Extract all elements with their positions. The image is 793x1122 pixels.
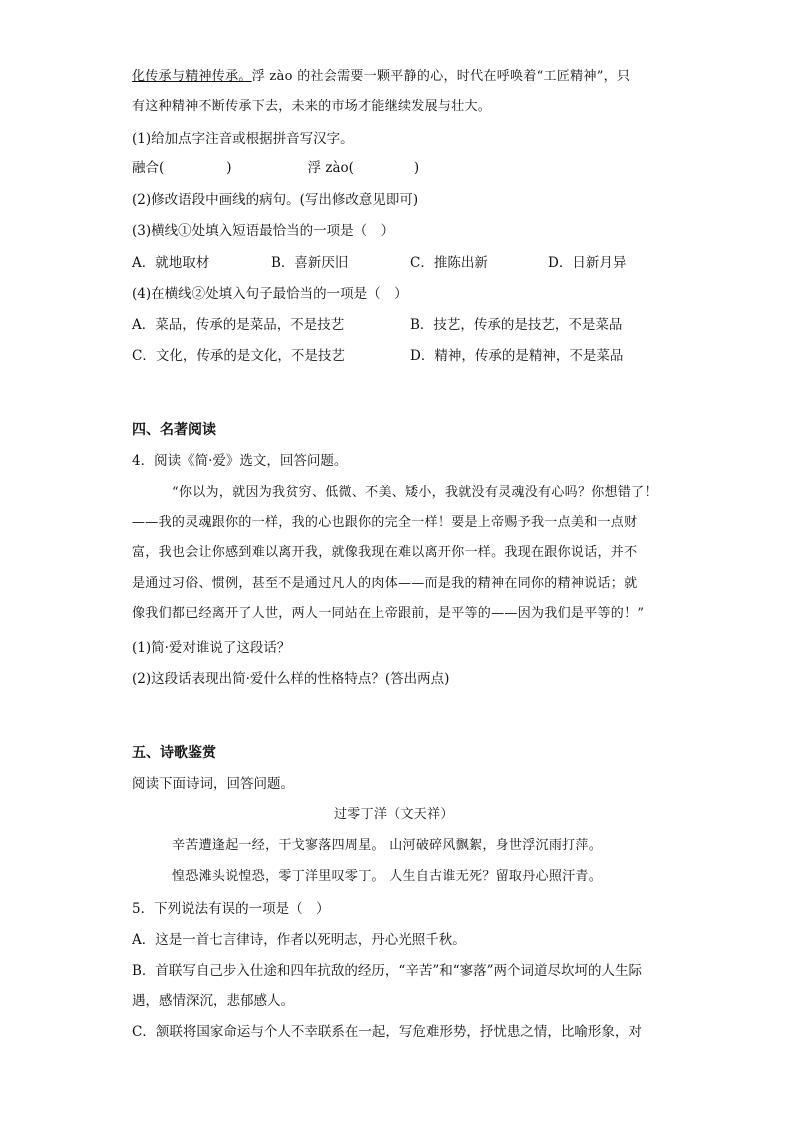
fill-a-close: ) xyxy=(226,160,232,176)
fill-a-label: 融合( xyxy=(132,160,165,176)
q4-sub1: (1)简·爱对谁说了这段话？ xyxy=(132,640,291,656)
q3-sub4-option-a[interactable]: A．菜品，传承的是菜品，不是技艺 xyxy=(132,317,345,333)
q4-sub2: (2)这段话表现出简·爱什么样的性格特点？(答出两点) xyxy=(132,671,450,687)
q3-sub2: (2)修改语段中画线的病句。(写出修改意见即可) xyxy=(132,192,419,208)
q3-fill-row xyxy=(132,158,419,178)
q3-sub4-option-d[interactable]: D．精神，传承的是精神，不是菜品 xyxy=(410,348,624,364)
passage-line-4: 是通过习俗、惯例，甚至不是通过凡人的肉体——而是我的精神在同你的精神说话；就 xyxy=(132,576,638,591)
q3-sub3: (3)横线①处填入短语最恰当的一项是（ ） xyxy=(132,223,395,239)
section-5-heading: 五、诗歌鉴赏 xyxy=(132,745,216,761)
q4-prompt: 4．阅读《简·爱》选文，回答问题。 xyxy=(132,453,348,469)
passage-line-2: ——我的灵魂跟你的一样，我的心也跟你的完全一样！要是上帝赐予我一点美和一点财 xyxy=(132,515,638,530)
fill-b-close: ) xyxy=(413,160,420,176)
poem-title: 过零丁洋（文天祥） xyxy=(334,807,454,822)
underlined-sentence: 化传承与精神传承。 xyxy=(132,69,252,84)
poem-line-1: 辛苦遭逢起一经，干戈寥落四周星。 山河破碎风飘絮，身世浮沉雨打萍。 xyxy=(172,838,603,853)
fill-b-label: 浮 zào( xyxy=(307,160,354,176)
q3-sub4-option-b[interactable]: B．技艺，传承的是技艺，不是菜品 xyxy=(410,317,623,333)
section-4-heading: 四、名著阅读 xyxy=(132,422,216,438)
q5-option-c-line-1[interactable]: C．颔联将国家命运与个人不幸联系在一起，写危难形势，抒忧患之情，比喻形象，对 xyxy=(132,1024,642,1040)
poem-line-2: 惶恐滩头说惶恐，零丁洋里叹零丁。 人生自古谁无死？留取丹心照汗青。 xyxy=(172,869,603,884)
passage-line-5: 像我们都已经离开了人世，两人一同站在上帝跟前，是平等的——因为我们是平等的！” xyxy=(132,606,645,621)
q3-sub3-option-a[interactable]: A．就地取材 xyxy=(132,255,210,271)
q3-sub3-option-c[interactable]: C．推陈出新 xyxy=(410,255,488,271)
intro-line-1-rest: 浮 zào 的社会需要一颗平静的心，时代在呼唤着“工匠精神”，只 xyxy=(251,69,631,84)
q5-option-a[interactable]: A．这是一首七言律诗，作者以死明志，丹心光照千秋。 xyxy=(132,932,466,948)
intro-line-2: 有这种精神不断传承下去，未来的市场才能继续发展与壮大。 xyxy=(132,99,492,114)
passage-line-1: “你以为，就因为我贫穷、低微、不美、矮小，我就没有灵魂没有心吗？你想错了！ xyxy=(172,485,658,500)
q5-prompt: 5．下列说法有误的一项是（ ） xyxy=(132,901,330,917)
intro-line-1 xyxy=(132,67,630,87)
q3-sub4-option-c[interactable]: C．文化，传承的是文化，不是技艺 xyxy=(132,348,345,364)
q3-sub3-option-b[interactable]: B．喜新厌旧 xyxy=(271,255,349,271)
poem-instruction: 阅读下面诗词，回答问题。 xyxy=(132,776,294,792)
q3-sub3-option-d[interactable]: D．日新月异 xyxy=(548,255,627,271)
q5-option-b-line-2[interactable]: 遇，感情深沉，悲郁感人。 xyxy=(132,993,294,1009)
q5-option-b-line-1[interactable]: B．首联写自己步入仕途和四年抗敌的经历，“辛苦”和“寥落”两个词道尽坎坷的人生际 xyxy=(132,963,643,979)
q3-sub4: (4)在横线②处填入句子最恰当的一项是（ ） xyxy=(132,286,408,302)
passage-line-3: 富，我也会让你感到难以离开我，就像我现在难以离开你一样。我现在跟你说话，并不 xyxy=(132,545,638,560)
q3-sub1: (1)给加点字注音或根据拼音写汉字。 xyxy=(132,131,354,147)
